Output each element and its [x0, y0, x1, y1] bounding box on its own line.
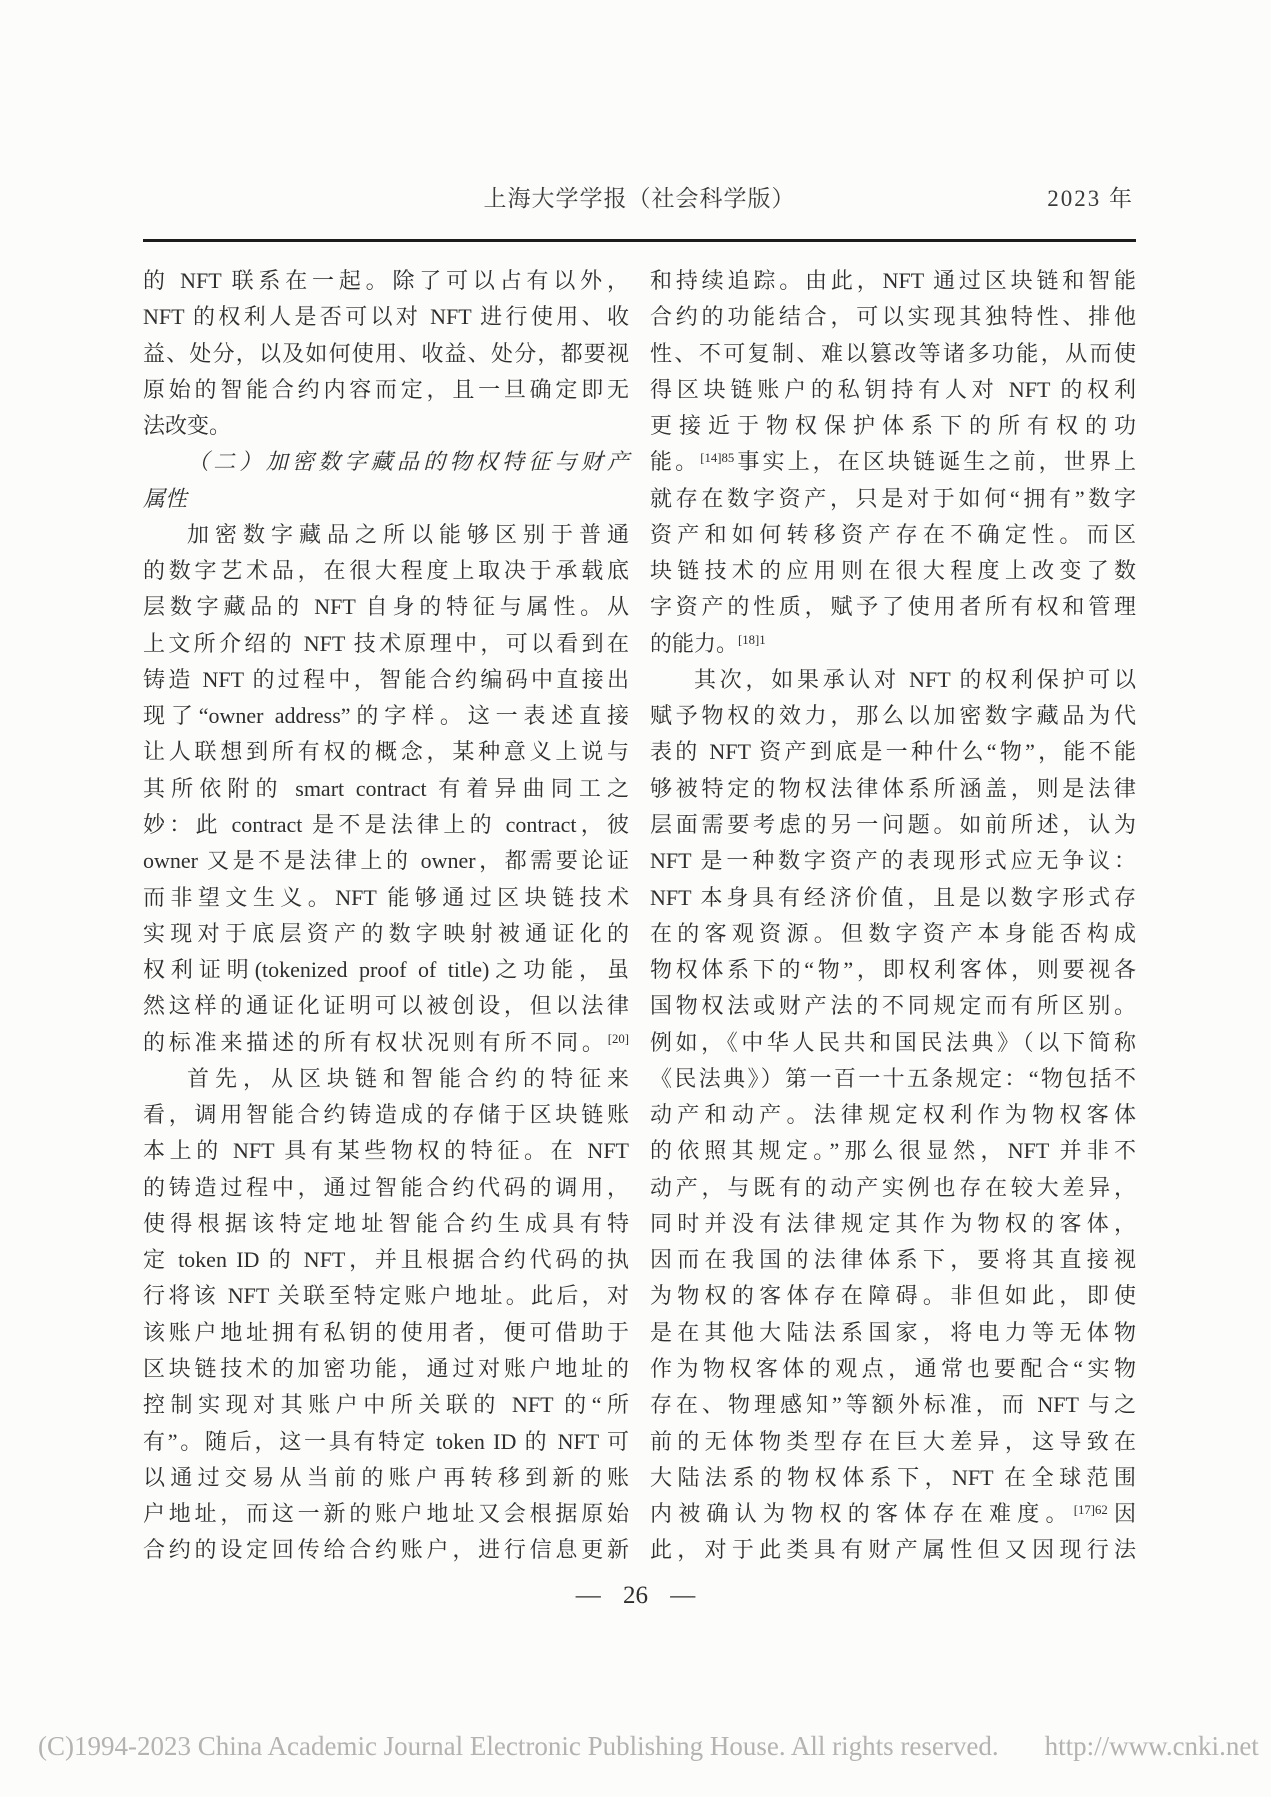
text-line: 在的客观资源。但数字资产本身能否构成: [650, 920, 1136, 946]
text-line: 行将该 NFT 关联至特定账户地址。此后，对: [143, 1283, 629, 1309]
text-line: NFT 是一种数字资产的表现形式应无争议：: [650, 848, 1136, 874]
text-line: 其次，如果承认对 NFT 的权利保护可以: [694, 666, 1136, 692]
text-line: 区块链技术的加密功能，通过对账户地址的: [143, 1355, 629, 1381]
text-line: 的铸造过程中，通过智能合约代码的调用，: [143, 1174, 629, 1200]
text-line: 益、处分，以及如何使用、收益、处分，都要视: [143, 340, 629, 366]
text-line: 现了“owner address”的字样。这一表述直接: [143, 703, 629, 729]
text-line: 动产和动产。法律规定权利作为物权客体: [650, 1102, 1136, 1128]
text-line: 法改变。: [143, 413, 232, 439]
text-line: 更接近于物权保护体系下的所有权的功: [650, 413, 1136, 439]
text-line: 块链技术的应用则在很大程度上改变了数: [650, 558, 1136, 584]
text-line: 以通过交易从当前的账户再转移到新的账: [143, 1464, 629, 1490]
citation-superscript: [14]85: [700, 451, 735, 466]
text-line: 户地址，而这一新的账户地址又会根据原始: [143, 1501, 629, 1527]
text-line: 铸造 NFT 的过程中，智能合约编码中直接出: [143, 666, 629, 692]
text-line: 看，调用智能合约铸造成的存储于区块链账: [143, 1102, 629, 1128]
year-label: 2023 年: [1047, 186, 1134, 211]
text-line: 属性: [143, 485, 188, 511]
text-line: 的标准来描述的所有权状况则有所不同。[20]: [143, 1029, 629, 1055]
text-line: 就存在数字资产，只是对于如何“拥有”数字: [650, 485, 1136, 511]
page-number: — 26 —: [575, 1582, 696, 1609]
text-line: 合约的设定回传给合约账户，进行信息更新: [143, 1537, 629, 1563]
text-line: 是在其他大陆法系国家，将电力等无体物: [650, 1319, 1136, 1345]
column-left: [143, 263, 629, 1569]
text-line: 让人联想到所有权的概念，某种意义上说与: [143, 739, 629, 765]
text-line: 实现对于底层资产的数字映射被通证化的: [143, 920, 629, 946]
text-line: 的 NFT 联系在一起。除了可以占有以外，: [143, 268, 629, 293]
text-line: 存在、物理感知”等额外标准，而 NFT 与之: [650, 1392, 1136, 1418]
text-line: 然这样的通证化证明可以被创设，但以法律: [143, 993, 629, 1019]
text-line: 例如，《中华人民共和国民法典》（以下简称: [650, 1029, 1136, 1055]
copyright-text: (C)1994-2023 China Academic Journal Electronic Publishing House. All rights reserved.: [38, 1731, 999, 1761]
text-line: 原始的智能合约内容而定，且一旦确定即无: [143, 376, 629, 402]
article-body: [143, 263, 1136, 1569]
citation-superscript: [18]1: [738, 632, 766, 647]
text-line: 上文所介绍的 NFT 技术原理中，可以看到在: [143, 630, 629, 656]
text-line: 而非望文生义。NFT 能够通过区块链技术: [143, 884, 629, 910]
text-line: 同时并没有法律规定其作为物权的客体，: [650, 1210, 1136, 1236]
text-line: 的数字艺术品，在很大程度上取决于承载底: [143, 558, 629, 584]
text-line: 合约的功能结合，可以实现其独特性、排他: [650, 304, 1136, 330]
citation-superscript: [20]: [607, 1031, 629, 1046]
text-line: 有”。随后，这一具有特定 token ID 的 NFT 可: [143, 1428, 629, 1454]
text-line: 能。$^{[14]85}$事实上，在区块链诞生之前，世界上: [650, 449, 1136, 475]
text-line: 性、不可复制、难以篡改等诸多功能，从而使: [650, 340, 1136, 366]
text-line: 因而在我国的法律体系下，要将其直接视: [650, 1247, 1136, 1273]
text-line: 的能力。$^{[18]1}$: [650, 630, 766, 656]
page-header: [143, 180, 1136, 214]
text-line: NFT 的权利人是否可以对 NFT 进行使用、收: [143, 304, 629, 330]
text-line: 首先，从区块链和智能合约的特征来: [187, 1065, 629, 1091]
text-line: 和持续追踪。由此，NFT 通过区块链和智能: [650, 268, 1136, 293]
text-line: 层面需要考虑的另一问题。如前所述，认为: [650, 811, 1136, 837]
text-line: 得区块链账户的私钥持有人对 NFT 的权利: [650, 376, 1136, 402]
page-footer: [38, 1731, 1259, 1762]
text-line: 的依照其规定。”那么很显然，NFT 并非不: [650, 1138, 1136, 1164]
text-line: 控制实现对其账户中所关联的 NFT 的“所: [143, 1392, 629, 1418]
text-line: 妙：此 contract 是不是法律上的 contract，彼: [143, 811, 629, 837]
text-line: 其所依附的 smart contract 有着异曲同工之: [143, 775, 629, 801]
citation-superscript: [17]62: [1073, 1503, 1108, 1518]
text-line: 资产和如何转移资产存在不确定性。而区: [650, 521, 1136, 547]
column-right: [650, 263, 1136, 1569]
text-line: 本上的 NFT 具有某些物权的特征。在 NFT: [143, 1138, 629, 1164]
text-line: 内被确认为物权的客体存在难度。$^{[17]62}$因: [650, 1501, 1136, 1527]
text-line: 此，对于此类具有财产属性但又因现行法: [650, 1537, 1136, 1563]
text-line: 该账户地址拥有私钥的使用者，便可借助于: [143, 1319, 629, 1345]
text-line: 作为物权客体的观点，通常也要配合“实物: [650, 1355, 1136, 1381]
header-rule: [143, 239, 1136, 242]
text-line: （二）加密数字藏品的物权特征与财产: [187, 449, 629, 475]
text-line: 前的无体物类型存在巨大差异，这导致在: [650, 1428, 1136, 1454]
text-line: 赋予物权的效力，那么以加密数字藏品为代: [650, 703, 1136, 729]
text-line: 定 token ID 的 NFT，并且根据合约代码的执: [143, 1247, 629, 1273]
text-line: 字资产的性质，赋予了使用者所有权和管理: [650, 594, 1136, 620]
text-line: 层数字藏品的 NFT 自身的特征与属性。从: [143, 594, 629, 620]
text-line: 权利证明(tokenized proof of title)之功能，虽: [143, 957, 629, 983]
text-line: owner 又是不是法律上的 owner，都需要论证: [143, 848, 629, 874]
cnki-url: http://www.cnki.net: [1044, 1731, 1259, 1761]
text-line: 《民法典》）第一百一十五条规定：“物包括不: [650, 1065, 1136, 1091]
text-line: 大陆法系的物权体系下，NFT 在全球范围: [650, 1464, 1136, 1490]
journal-title: 上海大学学报（社会科学版）: [483, 186, 796, 211]
text-line: 为物权的客体存在障碍。非但如此，即使: [650, 1283, 1136, 1309]
text-line: 加密数字藏品之所以能够区别于普通: [187, 521, 629, 547]
text-line: 够被特定的物权法律体系所涵盖，则是法律: [650, 775, 1136, 801]
text-line: NFT 本身具有经济价值，且是以数字形式存: [650, 884, 1136, 910]
text-line: 国物权法或财产法的不同规定而有所区别。: [650, 993, 1136, 1019]
text-line: 物权体系下的“物”，即权利客体，则要视各: [650, 957, 1136, 983]
text-line: 表的 NFT 资产到底是一种什么“物”，能不能: [650, 739, 1136, 765]
text-line: 使得根据该特定地址智能合约生成具有特: [143, 1210, 629, 1236]
text-line: 动产，与既有的动产实例也存在较大差异，: [650, 1174, 1136, 1200]
